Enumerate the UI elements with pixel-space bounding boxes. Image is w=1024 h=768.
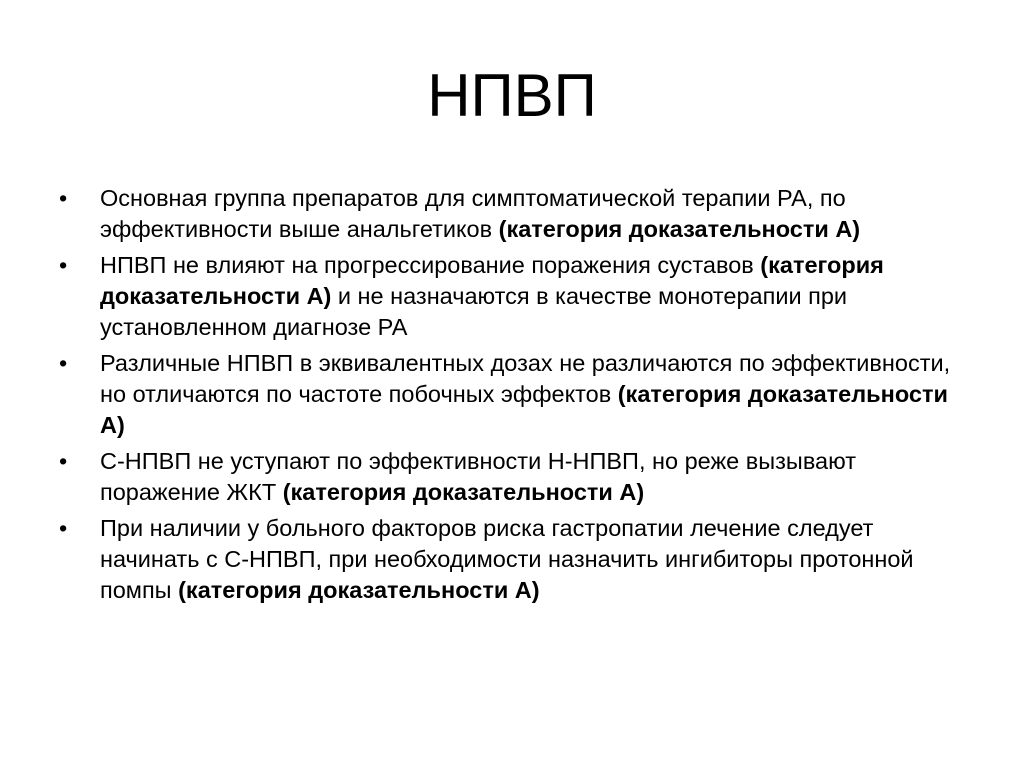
evidence-category: (категория доказательности А) [282, 479, 645, 505]
bullet-list [55, 183, 975, 611]
evidence-category: (категория доказательности А) [498, 216, 861, 242]
bullet-dot-icon: • [59, 185, 68, 211]
bullet-dot-icon: • [59, 448, 68, 474]
bullet-text: Различные НПВП в эквивалентных дозах не различаются по эффективности, но отличаются по частоте побочных эффектов [100, 350, 951, 407]
bullet-text: С-НПВП не уступают по эффективности Н-НПВП, но реже вызывают поражение ЖКТ [100, 448, 856, 505]
bullet-dot-icon: • [59, 350, 68, 376]
bullet-text: НПВП не влияют на прогрессирование поражения суставов [100, 252, 761, 278]
bullet-item [55, 446, 975, 508]
bullet-text: При наличии у больного факторов риска гастропатии лечение следует начинать с С-НПВП, при необходимости назначить ингибиторы протонной помпы [100, 515, 914, 603]
bullet-item [55, 183, 975, 245]
bullet-text-after: и не назначаются в качестве монотерапии при установленном диагнозе РА [100, 283, 848, 340]
bullet-item [55, 513, 975, 606]
bullet-text: Основная группа препаратов для симптоматической терапии РА, по эффективности выше анальгетиков [100, 185, 846, 242]
bullet-dot-icon: • [59, 515, 68, 541]
bullet-dot-icon: • [59, 252, 68, 278]
evidence-category: (категория доказательности А) [100, 252, 884, 309]
slide-title: НПВП [427, 62, 597, 129]
evidence-category: (категория доказательности А) [100, 381, 948, 438]
bullet-item [55, 250, 975, 343]
bullet-item [55, 348, 975, 441]
evidence-category: (категория доказательности А) [178, 577, 540, 603]
